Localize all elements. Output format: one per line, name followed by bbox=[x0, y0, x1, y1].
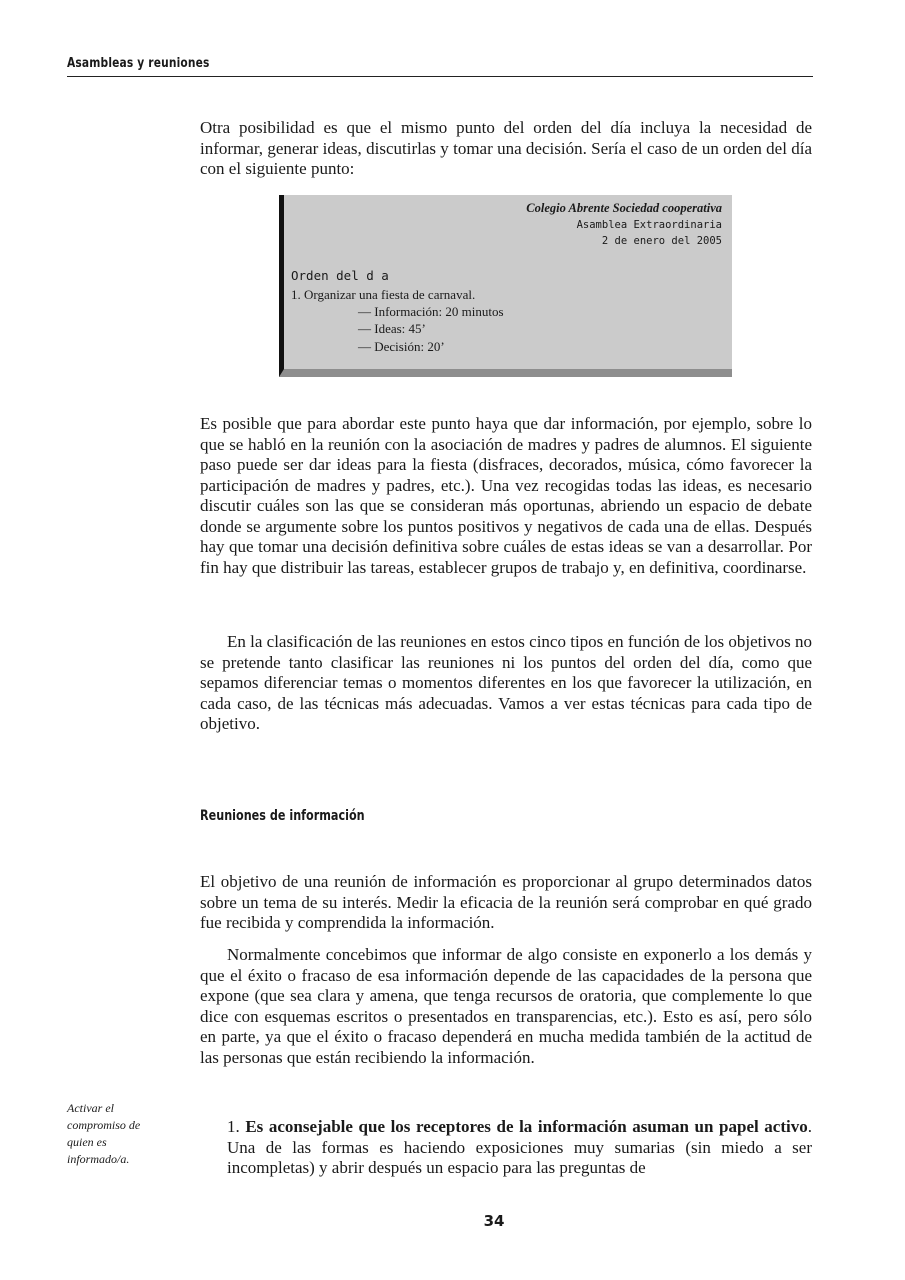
agenda-box bbox=[279, 195, 732, 377]
body-column-p2 bbox=[200, 414, 812, 578]
agenda-item: 1. Organizar una fiesta de carnaval. bbox=[291, 287, 476, 302]
paragraph: El objetivo de una reunión de información es proporcionar al grupo determinados datos sobre un tema de su interés. Medir la eficacia de la reunión será comprobar en qué grado fue recibida y comprendida la información. bbox=[200, 872, 812, 932]
body-column-p3 bbox=[200, 632, 812, 735]
page-number: 34 bbox=[483, 1212, 505, 1230]
paragraph: En la clasificación de las reuniones en estos cinco tipos en función de los objetivos no se pretende tanto clasificar las reuniones ni los puntos del orden del día, como que sepamos diferenciar temas o momentos diferentes en los que favorecer la utilización, en cada caso, de las técnicas más adecuadas. Vamos a ver estas técnicas para cada tipo de objetivo. bbox=[200, 632, 812, 733]
body-column-intro bbox=[200, 118, 812, 180]
margin-note: Activar el compromiso de quien es informado/a. bbox=[67, 1101, 141, 1166]
running-header: Asambleas y reuniones bbox=[67, 56, 210, 71]
agenda-assembly: Asamblea Extraordinaria bbox=[576, 219, 722, 231]
agenda-date: 2 de enero del 2005 bbox=[601, 235, 722, 247]
agenda-subitem: — Información: 20 minutos bbox=[358, 304, 504, 319]
header-rule bbox=[67, 76, 813, 77]
body-column-p5 bbox=[200, 945, 812, 1068]
agenda-subitem: — Decisión: 20’ bbox=[358, 339, 445, 354]
list-item-bold: Es aconsejable que los receptores de la información asuman un papel activo bbox=[245, 1117, 808, 1136]
paragraph: Normalmente concebimos que informar de algo consiste en exponerlo a los demás y que el éxito o fracaso de esa información depende de las capacidades de la persona que expone (que sea clara y amena, que tenga recursos de oratoria, que complemente lo que dice con esquemas escritos o presentados en transparencias, etc.). Esto es así, pero sólo en parte, ya que el éxito o fracaso dependerá en mucha medida también de la actitud de las personas que están recibiendo la información. bbox=[200, 945, 812, 1067]
section-heading: Reuniones de información bbox=[200, 808, 365, 824]
agenda-subitem: — Ideas: 45’ bbox=[358, 321, 426, 336]
list-item-number: 1. bbox=[227, 1117, 240, 1136]
agenda-order-title: Orden del d a bbox=[291, 268, 389, 283]
paragraph: Es posible que para abordar este punto haya que dar información, por ejemplo, sobre lo que se habló en la reunión con la asociación de madres y padres de alumnos. El siguiente paso puede ser dar ideas para la fiesta (disfraces, decorados, música, cómo favorecer la participación de madres y padres, etc.). Una vez recogidas todas las ideas, es necesario discutir cuáles son las que se consideran más oportunas, abriendo un espacio de debate donde se argumente sobre los puntos positivos y negativos de cada una de ellas. Después hay que tomar una decisión definitiva sobre cuáles de estas ideas se van a desarrollar. Por fin hay que distribuir las tareas, establecer grupos de trabajo y, en definitiva, coordinarse. bbox=[200, 414, 812, 577]
list-item-text: . Una de las formas es haciendo exposiciones muy sumarias (sin miedo a ser incompletas) y abrir después un espacio para las preguntas de bbox=[227, 1117, 812, 1177]
intro-paragraph: Otra posibilidad es que el mismo punto del orden del día incluya la necesidad de informar, generar ideas, discutirlas y tomar una decisión. Sería el caso de un orden del día con el siguiente punto: bbox=[200, 118, 812, 178]
list-item bbox=[227, 1117, 812, 1179]
agenda-organization: Colegio Abrente Sociedad cooperativa bbox=[526, 201, 722, 215]
body-column-p4 bbox=[200, 872, 812, 934]
